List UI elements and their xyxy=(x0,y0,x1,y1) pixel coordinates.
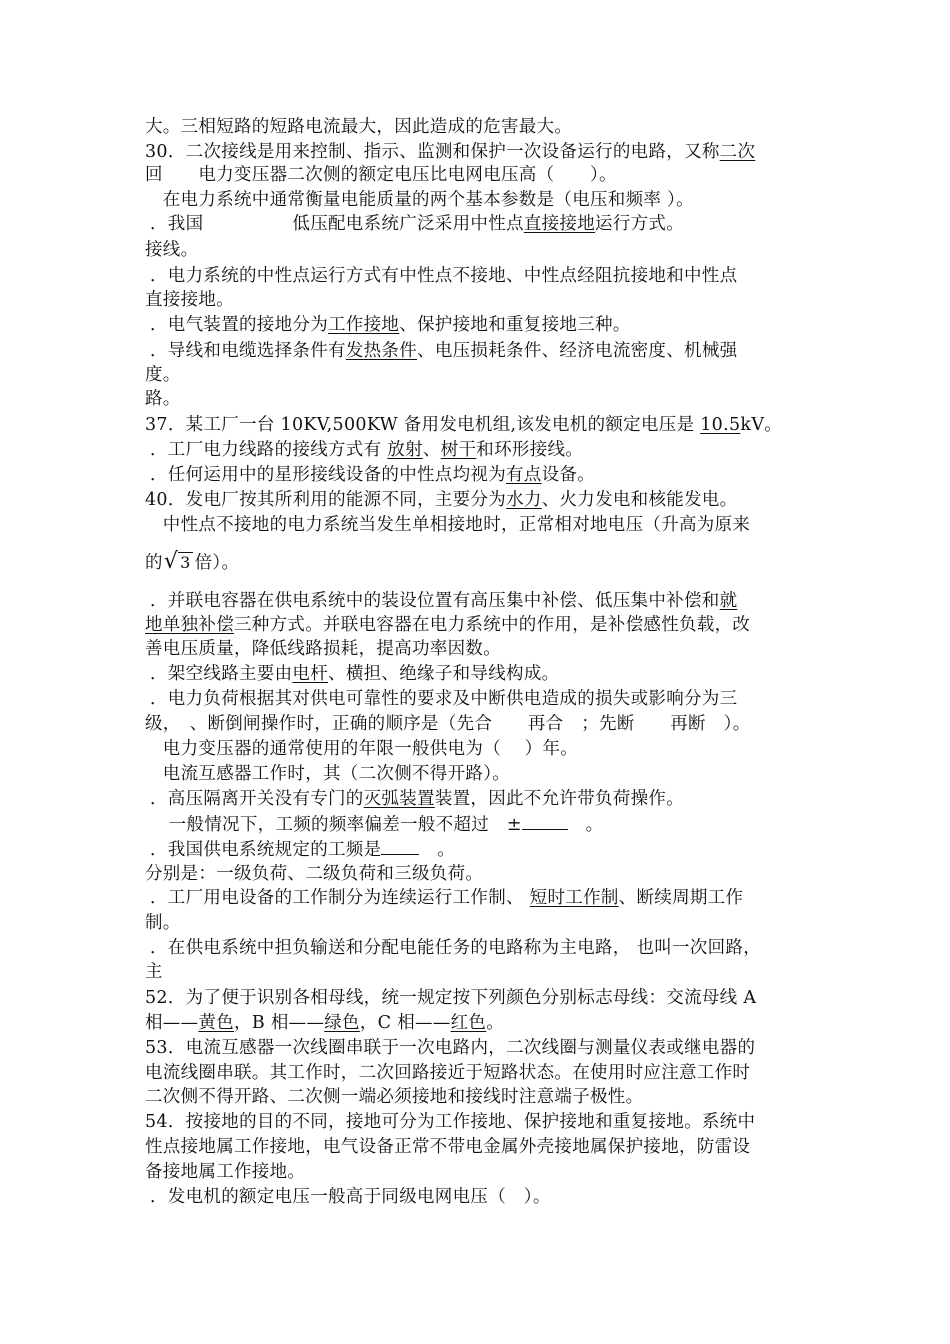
text-line-item-37 xyxy=(145,413,782,437)
radical-sign: √ xyxy=(163,549,179,574)
text: 大。三相短路的短路电流最大，因此造成的危害最大。 xyxy=(145,117,573,137)
text: 性点接地属工作接地，电气设备正常不带电金属外壳接地属保护接地，防雷设 xyxy=(145,1137,751,1157)
text: 。 xyxy=(486,1013,505,1033)
text-line xyxy=(150,886,743,910)
text-line xyxy=(145,960,163,984)
text: 、断续周期工作 xyxy=(618,888,744,908)
text: ．并联电容器在供电系统中的装设位置有高压集中补偿、低压集中补偿和 xyxy=(150,591,720,611)
text-line-item-54 xyxy=(145,1110,755,1134)
answer-underlined: 二次 xyxy=(719,142,756,162)
text-line xyxy=(145,911,181,935)
text: 倍）。 xyxy=(194,553,240,573)
answer-underlined: 工作接地 xyxy=(328,315,400,335)
text-line-item-52 xyxy=(145,986,756,1010)
text: ，B 相—— xyxy=(234,1013,325,1033)
text-line xyxy=(145,163,617,187)
answer-underlined: 灭弧装置 xyxy=(363,789,435,809)
text: 52．为了便于识别各相母线，统一规定按下列颜色分别标志母线：交流母线 A xyxy=(145,988,757,1008)
text: ，C 相—— xyxy=(359,1013,451,1033)
text: ．工厂用电设备的工作制分为连续运行工作制、 xyxy=(150,888,530,908)
text: 直接接地。 xyxy=(145,290,234,310)
text-line xyxy=(150,687,737,711)
text-line xyxy=(145,737,578,761)
text: 三种方式。并联电容器在电力系统中的作用，是补偿感性负载，改 xyxy=(234,615,751,635)
text-line xyxy=(145,1011,504,1035)
text: 。 xyxy=(419,840,456,860)
text-line xyxy=(145,550,239,575)
text-line-item-40 xyxy=(145,488,738,512)
text: 回 电力变压器二次侧的额定电压比电网电压高（ ）。 xyxy=(145,165,617,185)
text: 在电力系统中通常衡量电能质量的两个基本参数是（电压和频率 ）。 xyxy=(145,190,694,210)
answer-underlined: 地单独补偿 xyxy=(145,615,234,635)
text: ．电力系统的中性点运行方式有中性点不接地、中性点经阻抗接地和中性点 xyxy=(150,266,738,286)
text-line xyxy=(145,1135,750,1159)
answer-underlined: 10.5 xyxy=(700,415,741,435)
text: 、火力发电和核能发电。 xyxy=(541,490,738,510)
text: 分别是：一级负荷、二级负荷和三级负荷。 xyxy=(145,864,484,884)
text: ．在供电系统中担负输送和分配电能任务的电路称为主电路， 也叫一次回路， xyxy=(150,938,762,958)
text-line xyxy=(145,1061,750,1085)
answer-underlined: 直接接地 xyxy=(523,214,596,234)
text: 、电压损耗条件、经济电流密度、机械强 xyxy=(417,341,738,361)
text: ．我国 低压配电系统广泛采用中性点 xyxy=(150,214,524,234)
text: kV。 xyxy=(740,415,783,435)
text: 和环形接线。 xyxy=(476,440,584,460)
text: 路。 xyxy=(145,389,181,409)
text: ．架空线路主要由 xyxy=(150,664,293,684)
text-line xyxy=(150,264,737,288)
text-line xyxy=(145,188,694,212)
text: 。 xyxy=(567,815,604,835)
answer-underlined: 有点 xyxy=(506,465,542,485)
text-line xyxy=(150,313,631,337)
text: 备接地属工作接地。 xyxy=(145,1162,306,1182)
text-line xyxy=(145,637,501,661)
text: 中性点不接地的电力系统当发生单相接地时，正常相对地电压（升高为原来 xyxy=(145,515,751,535)
fill-in-blank xyxy=(522,812,568,830)
text-line xyxy=(145,1085,643,1109)
text-line xyxy=(145,115,572,139)
text: ．高压隔离开关没有专门的 xyxy=(150,789,364,809)
text: 53．电流互感器一次线圈串联于一次电路内，二次线圈与测量仪表或继电器的 xyxy=(145,1038,756,1058)
text-line xyxy=(145,363,181,387)
text-line xyxy=(150,662,559,686)
text-line xyxy=(145,712,751,736)
text-line xyxy=(145,613,750,637)
text: 二次侧不得开路、二次侧一端必须接地和接线时注意端子极性。 xyxy=(145,1087,644,1107)
text-line-item-53 xyxy=(145,1036,755,1060)
text-line xyxy=(145,513,750,537)
text: 40．发电厂按其所利用的能源不同，主要分为 xyxy=(145,490,507,510)
text: 一般情况下，工频的频率偏差一般不超过 ± xyxy=(145,815,522,835)
text: ．发电机的额定电压一般高于同级电网电压（ ）。 xyxy=(150,1187,551,1207)
text: 电力变压器的通常使用的年限一般供电为（ ）年。 xyxy=(145,739,579,759)
sqrt-symbol xyxy=(164,550,193,575)
text: 54．按接地的目的不同，接地可分为工作接地、保护接地和重复接地。系统中 xyxy=(145,1112,756,1132)
text-line xyxy=(145,762,510,786)
fill-in-blank xyxy=(381,837,419,855)
text-line xyxy=(150,837,455,862)
answer-underlined: 放射 xyxy=(387,440,423,460)
text: 装置，因此不允许带负荷操作。 xyxy=(434,789,685,809)
text-line xyxy=(145,862,483,886)
answer-underlined: 电杆 xyxy=(292,664,329,684)
text: 接线。 xyxy=(145,240,199,260)
text: 30．二次接线是用来控制、指示、监测和保护一次设备运行的电路，又称 xyxy=(145,142,720,162)
text: ．任何运用中的星形接线设备的中性点均视为 xyxy=(150,465,506,485)
text-line xyxy=(150,589,737,613)
text-line xyxy=(150,463,595,487)
text-line xyxy=(150,1185,551,1209)
answer-underlined: 发热条件 xyxy=(345,341,418,361)
text: ．电气装置的接地分为 xyxy=(150,315,328,335)
text: 相—— xyxy=(145,1013,199,1033)
text-line-item-30 xyxy=(145,140,755,164)
answer-underlined: 就 xyxy=(719,591,738,611)
answer-underlined: 绿色 xyxy=(324,1013,360,1033)
text-line xyxy=(145,812,603,837)
radicand: 3 xyxy=(180,553,191,572)
answer-underlined: 树干 xyxy=(440,440,477,460)
text: ．我国供电系统规定的工频是 xyxy=(150,840,382,860)
text: 、横担、绝缘子和导线构成。 xyxy=(328,664,560,684)
text-line xyxy=(150,787,684,811)
text: 、保护接地和重复接地三种。 xyxy=(399,315,631,335)
text: 善电压质量，降低线路损耗，提高功率因数。 xyxy=(145,639,501,659)
text-line xyxy=(145,387,181,411)
answer-underlined: 红色 xyxy=(450,1013,487,1033)
text: 设备。 xyxy=(541,465,596,485)
text: 电流线圈串联。其工作时，二次回路接近于短路状态。在使用时应注意工作时 xyxy=(145,1063,751,1083)
text: 级， 、断倒闸操作时，正确的顺序是（先合 再合 ；先断 再断 ）。 xyxy=(145,714,751,734)
text: 37．某工厂一台 10KV,500KW 备用发电机组,该发电机的额定电压是 xyxy=(145,415,701,435)
answer-underlined: 水力 xyxy=(506,490,542,510)
text-line xyxy=(145,238,198,262)
text: ．工厂电力线路的接线方式有 xyxy=(150,440,388,460)
answer-underlined: 短时工作制 xyxy=(529,888,619,908)
text-line xyxy=(150,212,684,236)
text-line xyxy=(150,438,583,462)
text: 制。 xyxy=(145,913,181,933)
text: 运行方式。 xyxy=(595,214,685,234)
text: ．导线和电缆选择条件有 xyxy=(150,341,346,361)
text-line xyxy=(145,288,234,312)
text: ．电力负荷根据其对供电可靠性的要求及中断供电造成的损失或影响分为三 xyxy=(150,689,738,709)
answer-underlined: 黄色 xyxy=(198,1013,235,1033)
text: 电流互感器工作时，其（二次侧不得开路）。 xyxy=(145,764,511,784)
text: 度。 xyxy=(145,365,181,385)
text-line xyxy=(145,1160,305,1184)
text: 主 xyxy=(145,962,163,982)
text: 、 xyxy=(422,440,441,460)
text: 的 xyxy=(145,553,163,573)
text-line xyxy=(150,339,737,363)
text-line xyxy=(150,936,761,960)
